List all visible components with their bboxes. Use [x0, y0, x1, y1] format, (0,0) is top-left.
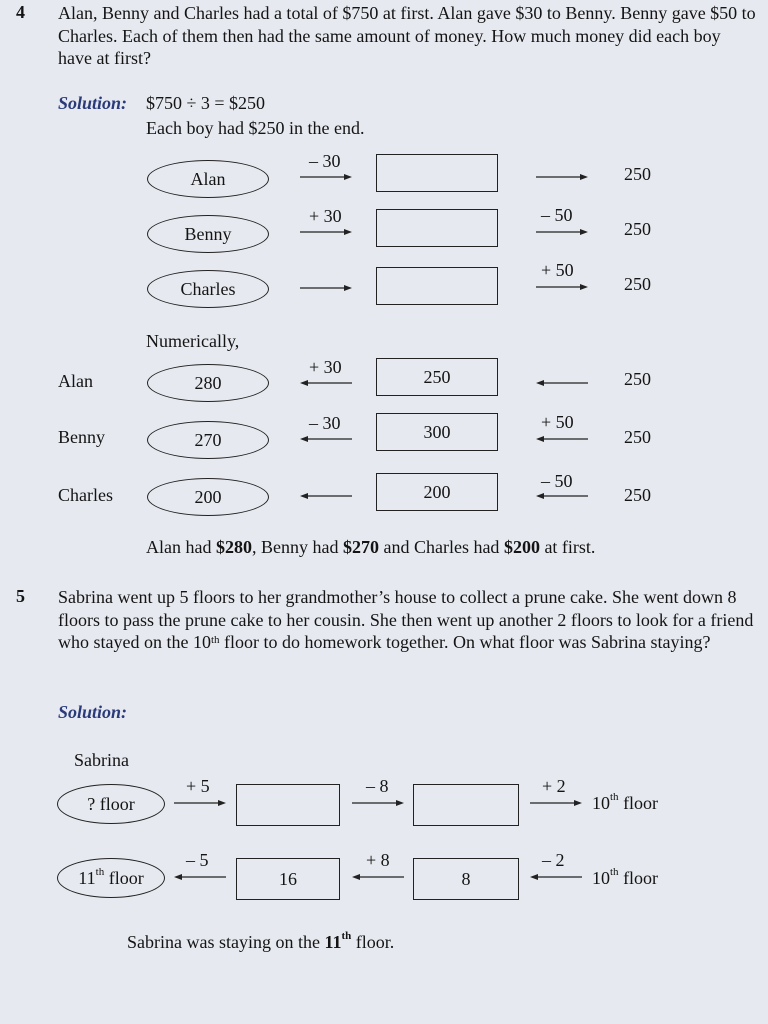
end-floor: 10th floor [592, 866, 659, 888]
value-box: 200 [376, 473, 498, 511]
arrow-left-icon [300, 378, 352, 388]
end-floor: 10th floor [592, 791, 659, 813]
op-label: – 50 [541, 205, 573, 225]
row-label-benny: Benny [58, 427, 105, 447]
op-label: + 2 [542, 776, 566, 796]
empty-box [236, 784, 340, 826]
arrow-left-icon [536, 434, 588, 444]
op-label: – 5 [186, 850, 209, 870]
arrow-right-icon [536, 172, 588, 182]
op-label: + 5 [186, 776, 210, 796]
sabrina-label: Sabrina [74, 750, 129, 770]
row-label-alan: Alan [58, 371, 93, 391]
op-label: – 30 [309, 151, 341, 171]
op-label: – 30 [309, 413, 341, 433]
arrow-right-icon [536, 282, 588, 292]
arrow-right-icon [352, 798, 404, 808]
ellipse-charles [147, 270, 269, 308]
ellipse-unknown-floor: ? floor [57, 784, 165, 824]
arrow-left-icon [300, 434, 352, 444]
value-box: 16 [236, 858, 340, 900]
equation: $750 ÷ 3 = $250 [146, 93, 266, 113]
end-value: 250 [624, 427, 651, 447]
arrow-left-icon [530, 872, 582, 882]
ellipse-label: Charles [180, 278, 236, 299]
empty-box [376, 154, 498, 192]
arrow-left-icon [352, 872, 404, 882]
ellipse-value: 270 [194, 429, 222, 450]
solution-label-5: Solution: [58, 702, 128, 722]
question-4-text: Alan, Benny and Charles had a total of $750 at first. Alan gave $30 to Benny. Benny gave $50 to Charles. Each of them then had the same amount of money. How much money did each boy have at first? [58, 3, 756, 68]
arrow-left-icon [536, 491, 588, 501]
op-label: – 8 [366, 776, 389, 796]
ellipse-answer-floor: 11th floor [57, 858, 165, 898]
answer-q5: Sabrina was staying on the 11th floor. [127, 930, 395, 952]
ellipse-start [147, 364, 269, 402]
end-value: 250 [624, 219, 651, 239]
op-label: – 2 [542, 850, 565, 870]
value-box: 300 [376, 413, 498, 451]
arrow-right-icon [536, 227, 588, 237]
op-label: + 50 [541, 260, 574, 280]
op-label: + 30 [309, 206, 342, 226]
answer-q4: Alan had $280, Benny had $270 and Charles had $200 at first. [146, 537, 596, 557]
arrow-left-icon [174, 872, 226, 882]
arrow-right-icon [174, 798, 226, 808]
ellipse-label: Benny [184, 223, 232, 244]
ellipse-start [147, 478, 269, 516]
op-label: + 30 [309, 357, 342, 377]
question-5-text: Sabrina went up 5 floors to her grandmother’s house to collect a prune cake. She went down 8 floors to pass the prune cake to her cousin. She then went up another 2 floors to look for a friend who stayed on the 10th floor to do homework together. On what floor was Sabrina staying? [58, 587, 754, 652]
arrow-left-icon [300, 491, 352, 501]
numerically-label: Numerically, [146, 331, 240, 351]
value-box: 8 [413, 858, 519, 900]
row-label-charles: Charles [58, 485, 113, 505]
end-value: 250 [624, 369, 651, 389]
ellipse-benny [147, 215, 269, 253]
solution-label-4: Solution: [58, 93, 128, 113]
end-value: 250 [624, 274, 651, 294]
arrow-right-icon [300, 283, 352, 293]
end-value: 250 [624, 485, 651, 505]
line-each-boy-250: Each boy had $250 in the end. [146, 118, 365, 138]
arrow-right-icon [530, 798, 582, 808]
ellipse-value: 200 [194, 486, 222, 507]
empty-box [376, 209, 498, 247]
question-number-4: 4 [16, 2, 25, 22]
ellipse-label: Alan [190, 168, 226, 189]
value-box: 250 [376, 358, 498, 396]
arrow-left-icon [536, 378, 588, 388]
empty-box [413, 784, 519, 826]
question-number-5: 5 [16, 586, 25, 606]
op-label: + 8 [366, 850, 390, 870]
empty-box [376, 267, 498, 305]
end-value: 250 [624, 164, 651, 184]
op-label: – 50 [541, 471, 573, 491]
arrow-right-icon [300, 227, 352, 237]
op-label: + 50 [541, 412, 574, 432]
ellipse-value: 280 [194, 372, 222, 393]
ellipse-alan [147, 160, 269, 198]
ellipse-start [147, 421, 269, 459]
arrow-right-icon [300, 172, 352, 182]
